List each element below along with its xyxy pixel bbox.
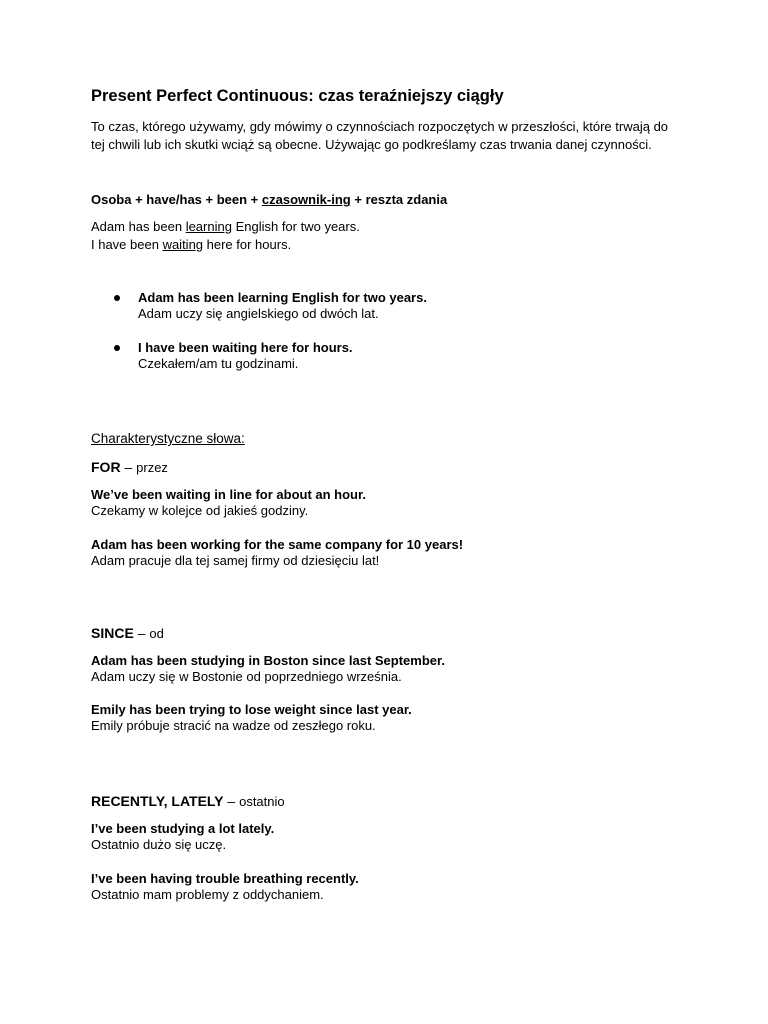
recently-example-2-polish: Ostatnio mam problemy z oddychaniem.	[91, 887, 324, 902]
example-1-verb: learning	[185, 219, 232, 234]
section-since-dash: –	[133, 625, 150, 641]
example-1-before: Adam has been	[91, 219, 186, 234]
bullet-2-english: I have been waiting here for hours.	[138, 340, 353, 355]
section-since-translation: od	[149, 626, 164, 641]
section-for-heading	[91, 458, 168, 477]
section-recently-keyword: RECENTLY, LATELY	[91, 793, 224, 809]
example-1	[91, 218, 360, 236]
section-recently-dash: –	[223, 793, 240, 809]
section-recently-heading	[91, 792, 285, 811]
document-title: Present Perfect Continuous: czas teraźniejszy ciągły	[91, 87, 504, 105]
for-example-2-polish: Adam pracuje dla tej samej firmy od dziesięciu lat!	[91, 553, 380, 568]
since-example-1-polish: Adam uczy się w Bostonie od poprzedniego września.	[91, 669, 402, 684]
example-2-verb: waiting	[162, 237, 204, 252]
bullet-1-english: Adam has been learning English for two years.	[138, 290, 427, 305]
keywords-heading: Charakterystyczne słowa:	[91, 431, 245, 446]
section-since-heading	[91, 624, 164, 643]
section-since-keyword: SINCE	[91, 625, 134, 641]
bullet-dot-2	[114, 345, 120, 351]
formula-part-1: Osoba + have/has + been +	[91, 192, 262, 207]
since-example-2-english: Emily has been trying to lose weight since last year.	[91, 702, 412, 717]
example-2	[91, 236, 291, 254]
for-example-1-english: We’ve been waiting in line for about an hour.	[91, 487, 366, 502]
since-example-2-polish: Emily próbuje stracić na wadze od zeszłego roku.	[91, 718, 376, 733]
section-recently-translation: ostatnio	[239, 794, 285, 809]
bullet-1-polish: Adam uczy się angielskiego od dwóch lat.	[138, 306, 379, 321]
recently-example-1-polish: Ostatnio dużo się uczę.	[91, 837, 227, 852]
recently-example-2-english: I’ve been having trouble breathing recently.	[91, 871, 359, 886]
bullet-dot-1	[114, 295, 120, 301]
bullet-2-polish: Czekałem/am tu godzinami.	[138, 356, 299, 371]
example-1-after: English for two years.	[231, 219, 360, 234]
example-2-before: I have been	[91, 237, 163, 252]
example-2-after: here for hours.	[203, 237, 292, 252]
formula-verb-ing: czasownik-ing	[261, 192, 351, 207]
section-for-keyword: FOR	[91, 459, 121, 475]
section-for-translation: przez	[136, 460, 168, 475]
for-example-2-english: Adam has been working for the same company for 10 years!	[91, 537, 464, 552]
since-example-1-english: Adam has been studying in Boston since last September.	[91, 653, 445, 668]
formula-part-2: + reszta zdania	[350, 192, 448, 207]
section-for-dash: –	[120, 459, 137, 475]
intro-line-1: To czas, którego używamy, gdy mówimy o czynnościach rozpoczętych w przeszłości, które trwają do	[91, 119, 669, 134]
intro-line-2: tej chwili lub ich skutki wciąż są obecne. Używając go podkreślamy czas trwania danej czynności.	[91, 137, 652, 152]
for-example-1-polish: Czekamy w kolejce od jakieś godziny.	[91, 503, 309, 518]
recently-example-1-english: I’ve been studying a lot lately.	[91, 821, 275, 836]
formula	[91, 191, 447, 209]
